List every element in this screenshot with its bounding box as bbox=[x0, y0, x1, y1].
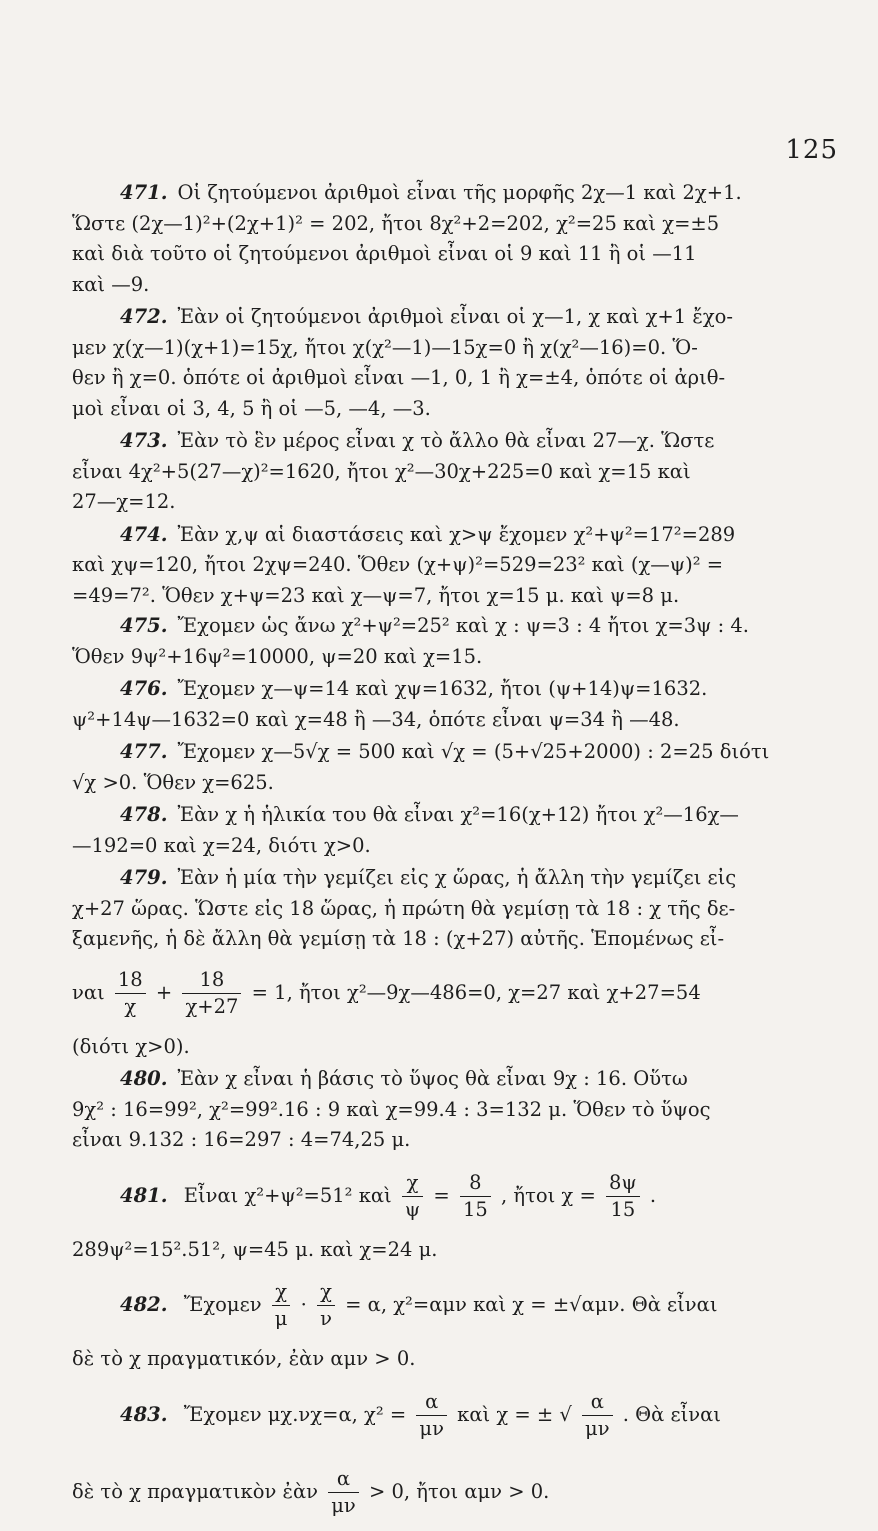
fraction bbox=[115, 967, 146, 1020]
text-segment: . Θὰ εἶναι bbox=[622, 1402, 721, 1426]
text-line: Ὥστε (2χ—1)²+(2χ+1)² = 202, ἤτοι 8χ²+2=202, χ²=25 καὶ χ=±5 bbox=[72, 211, 720, 235]
fraction-denominator: ν bbox=[320, 1307, 332, 1330]
fraction bbox=[272, 1279, 291, 1332]
solution-478 bbox=[72, 800, 840, 861]
text-segment: καὶ χ = ± √ bbox=[457, 1402, 572, 1426]
text-line: μεν χ(χ—1)(χ+1)=15χ, ἤτοι χ(χ²—1)—15χ=0 ἢ χ(χ²—16)=0. Ὅ- bbox=[72, 335, 698, 359]
text-line: (διότι χ>0). bbox=[72, 1034, 190, 1058]
item-number: 481. bbox=[120, 1183, 168, 1207]
equation-line bbox=[72, 1377, 840, 1454]
fraction-numerator: χ bbox=[272, 1279, 291, 1306]
text-segment: . bbox=[649, 1183, 657, 1207]
text-line: Ἐὰν τὸ ἓν μέρος εἶναι χ τὸ ἄλλο θὰ εἶναι 27—χ. Ὥστε bbox=[177, 429, 715, 452]
fraction-denominator: 15 bbox=[462, 1197, 488, 1221]
text-line: Ἐὰν χ εἶναι ἡ βάσις τὸ ὕψος θὰ εἶναι 9χ : 16. Οὕτω bbox=[177, 1067, 688, 1090]
equation-line bbox=[72, 1454, 840, 1531]
text-line: ψ²+14ψ—1632=0 καὶ χ=48 ἢ —34, ὁπότε εἶναι ψ=34 ἢ —48. bbox=[72, 707, 680, 731]
fraction bbox=[460, 1170, 491, 1223]
equals-sign: = bbox=[433, 1183, 450, 1207]
text-line: Ἐὰν ἡ μία τὴν γεμίζει εἰς χ ὥρας, ἡ ἄλλη τὴν γεμίζει εἰς bbox=[177, 866, 737, 889]
solution-475 bbox=[72, 611, 840, 672]
fraction-numerator: 8 bbox=[460, 1170, 491, 1197]
equation-line bbox=[72, 1267, 840, 1344]
item-number: 478. bbox=[120, 803, 168, 826]
text-segment: , ἤτοι χ = bbox=[500, 1183, 596, 1207]
fraction-denominator: μν bbox=[331, 1493, 356, 1517]
text-segment: Ἔχομεν μχ.νχ=α, χ² = bbox=[183, 1402, 407, 1426]
fraction-denominator: ψ bbox=[404, 1197, 421, 1221]
fraction bbox=[606, 1170, 640, 1223]
item-number: 476. bbox=[120, 677, 168, 700]
text-line: χ+27 ὥρας. Ὥστε εἰς 18 ὥρας, ἡ πρώτη θὰ γεμίσῃ τὰ 18 : χ τῆς δε- bbox=[72, 896, 736, 920]
item-number: 474. bbox=[120, 522, 168, 546]
item-number: 483. bbox=[120, 1402, 168, 1426]
item-number: 479. bbox=[120, 866, 168, 889]
item-number: 472. bbox=[120, 305, 168, 328]
solution-473 bbox=[72, 426, 840, 518]
text-line: καὶ χψ=120, ἤτοι 2χψ=240. Ὅθεν (χ+ψ)²=529=23² καὶ (χ—ψ)² = bbox=[72, 553, 724, 576]
text-line: Ἐὰν χ,ψ αἱ διαστάσεις καὶ χ>ψ ἔχομεν χ²+ψ²=17²=289 bbox=[177, 522, 736, 546]
page-number: 125 bbox=[785, 135, 838, 165]
fraction-denominator: 15 bbox=[610, 1197, 636, 1221]
text-line: Οἱ ζητούμενοι ἀριθμοὶ εἶναι τῆς μορφῆς 2χ—1 καὶ 2χ+1. bbox=[177, 181, 742, 204]
text-line: Ἔχομεν χ—5√χ = 500 καὶ √χ = (5+√25+2000) : 2=25 διότι bbox=[177, 740, 770, 763]
solution-482 bbox=[72, 1267, 840, 1375]
solution-483 bbox=[72, 1377, 840, 1531]
solutions-text bbox=[72, 178, 840, 1531]
text-line: Ὅθεν 9ψ²+16ψ²=10000, ψ=20 καὶ χ=15. bbox=[72, 644, 483, 668]
fraction-numerator: 18 bbox=[182, 967, 241, 994]
solution-476 bbox=[72, 674, 840, 735]
text-line: —192=0 καὶ χ=24, διότι χ>0. bbox=[72, 833, 371, 857]
fraction-numerator: 8ψ bbox=[606, 1170, 640, 1197]
text-line: 9χ² : 16=99², χ²=99².16 : 9 καὶ χ=99.4 : 3=132 μ. Ὅθεν τὸ ὕψος bbox=[72, 1097, 711, 1121]
text-line: ξαμενῆς, ἡ δὲ ἄλλη θὰ γεμίσῃ τὰ 18 : (χ+27) αὐτῆς. Ἑπομένως εἶ- bbox=[72, 927, 725, 950]
text-line: 27—χ=12. bbox=[72, 490, 176, 513]
text-line: εἶναι 9.132 : 16=297 : 4=74,25 μ. bbox=[72, 1128, 411, 1151]
fraction-numerator: χ bbox=[402, 1170, 423, 1197]
solution-471 bbox=[72, 178, 840, 300]
text-segment: = α, χ²=αμν καὶ χ = ±√αμν. Θὰ εἶναι bbox=[345, 1293, 718, 1316]
fraction bbox=[402, 1170, 423, 1223]
text-line: Ἐὰν χ ἡ ἡλικία του θὰ εἶναι χ²=16(χ+12) ἤτοι χ²—16χ— bbox=[177, 803, 739, 826]
fraction-denominator: μν bbox=[419, 1416, 444, 1440]
multiply-dot: · bbox=[300, 1293, 307, 1316]
plus-sign: + bbox=[155, 980, 173, 1004]
text-segment: Εἶναι χ²+ψ²=51² καὶ bbox=[183, 1183, 392, 1207]
solution-474 bbox=[72, 520, 840, 612]
item-number: 480. bbox=[120, 1067, 168, 1090]
fraction-numerator: α bbox=[582, 1389, 613, 1416]
text-line: καὶ —9. bbox=[72, 272, 150, 296]
text-segment: δὲ τὸ χ πραγματικὸν ἐὰν bbox=[72, 1479, 318, 1503]
text-line: δὲ τὸ χ πραγματικόν, ἐὰν αμν > 0. bbox=[72, 1347, 416, 1370]
text-segment: ναι bbox=[72, 980, 105, 1004]
equation-line bbox=[72, 1158, 840, 1235]
item-number: 475. bbox=[120, 614, 168, 637]
text-segment: Ἔχομεν bbox=[183, 1293, 262, 1316]
text-line: 289ψ²=15².51², ψ=45 μ. καὶ χ=24 μ. bbox=[72, 1237, 438, 1261]
fraction-numerator: α bbox=[328, 1466, 359, 1493]
fraction bbox=[317, 1279, 335, 1332]
solution-472 bbox=[72, 302, 840, 424]
equation-line bbox=[72, 955, 840, 1032]
fraction-denominator: χ+27 bbox=[185, 994, 239, 1018]
text-line: καὶ διὰ τοῦτο οἱ ζητούμενοι ἀριθμοὶ εἶναι οἱ 9 καὶ 11 ἢ οἱ —11 bbox=[72, 242, 697, 265]
fraction-numerator: χ bbox=[317, 1279, 335, 1306]
text-line: Ἔχομεν χ—ψ=14 καὶ χψ=1632, ἤτοι (ψ+14)ψ=1632. bbox=[177, 677, 708, 700]
fraction bbox=[582, 1389, 613, 1442]
item-number: 471. bbox=[120, 181, 168, 204]
text-line: μοὶ εἶναι οἱ 3, 4, 5 ἢ οἱ —5, —4, —3. bbox=[72, 396, 431, 420]
solution-477 bbox=[72, 737, 840, 798]
text-line: Ἐὰν οἱ ζητούμενοι ἀριθμοὶ εἶναι οἱ χ—1, χ καὶ χ+1 ἔχο- bbox=[177, 305, 733, 328]
fraction bbox=[182, 967, 241, 1020]
text-segment: = 1, ἤτοι χ²—9χ—486=0, χ=27 καὶ χ+27=54 bbox=[251, 980, 701, 1004]
item-number: 473. bbox=[120, 429, 168, 452]
fraction-numerator: α bbox=[416, 1389, 447, 1416]
item-number: 477. bbox=[120, 740, 168, 763]
fraction-denominator: μ bbox=[274, 1307, 288, 1330]
fraction-numerator: 18 bbox=[115, 967, 146, 994]
text-line: √χ >0. Ὅθεν χ=625. bbox=[72, 770, 274, 794]
fraction bbox=[328, 1466, 359, 1519]
text-line: εἶναι 4χ²+5(27—χ)²=1620, ἤτοι χ²—30χ+225=0 καὶ χ=15 καὶ bbox=[72, 459, 691, 483]
item-number: 482. bbox=[120, 1293, 168, 1316]
solution-480 bbox=[72, 1064, 840, 1156]
fraction-denominator: μν bbox=[585, 1416, 610, 1440]
solution-479 bbox=[72, 863, 840, 1062]
fraction-denominator: χ bbox=[124, 994, 137, 1018]
text-line: Ἔχομεν ὡς ἄνω χ²+ψ²=25² καὶ χ : ψ=3 : 4 ἤτοι χ=3ψ : 4. bbox=[177, 614, 750, 637]
text-segment: > 0, ἤτοι αμν > 0. bbox=[368, 1479, 550, 1503]
text-line: =49=7². Ὅθεν χ+ψ=23 καὶ χ—ψ=7, ἤτοι χ=15 μ. καὶ ψ=8 μ. bbox=[72, 583, 680, 607]
solution-481 bbox=[72, 1158, 840, 1266]
fraction bbox=[416, 1389, 447, 1442]
text-line: θεν ἢ χ=0. ὁπότε οἱ ἀριθμοὶ εἶναι —1, 0, 1 ἢ χ=±4, ὁπότε οἱ ἀριθ- bbox=[72, 366, 726, 389]
